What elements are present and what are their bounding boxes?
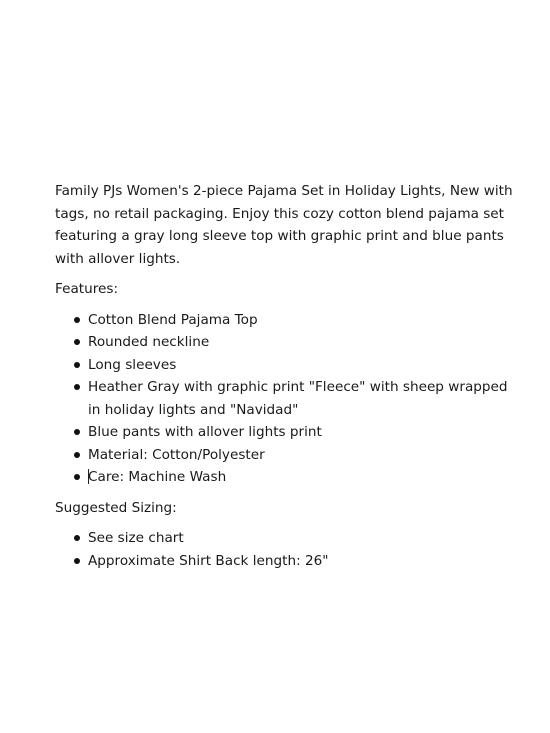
list-item (55, 444, 515, 467)
list-item (55, 421, 515, 444)
list-item-text: Material: Cotton/Polyester (88, 446, 265, 463)
list-item (55, 466, 515, 489)
list-item-text: Cotton Blend Pajama Top (88, 311, 258, 328)
bullet-icon (74, 429, 80, 435)
bullet-icon (74, 384, 80, 390)
features-heading: Features: (55, 281, 119, 297)
bullet-icon (74, 474, 80, 480)
list-item-text: See size chart (88, 530, 184, 546)
list-item-text: Rounded neckline (88, 334, 210, 350)
list-item (55, 331, 515, 354)
list-item (55, 376, 515, 421)
list-item (55, 354, 515, 377)
bullet-icon (74, 535, 80, 541)
list-item-text: Blue pants with allover lights print (88, 424, 322, 440)
list-item (55, 309, 515, 332)
document-page[interactable] (55, 180, 515, 580)
bullet-icon (74, 317, 80, 323)
list-item-text: Approximate Shirt Back length: 26" (88, 552, 329, 569)
sizing-list (55, 527, 515, 572)
intro-paragraph: Family PJs Women's 2-piece Pajama Set in Holiday Lights, New with tags, no retail packaging. Enjoy this cozy cotton blend pajama set featuring a gray long sleeve top with graphic print and blue pants with allover lights. (55, 183, 513, 267)
list-item-text: Long sleeves (88, 356, 177, 373)
list-item-text: Heather Gray with graphic print "Fleece" with sheep wrapped in holiday lights and "Navidad" (88, 379, 508, 418)
list-item (55, 550, 515, 573)
sizing-heading: Suggested Sizing: (55, 499, 177, 516)
list-item (55, 527, 515, 550)
list-item-text: Care: Machine Wash (88, 469, 227, 485)
bullet-icon (74, 452, 80, 458)
bullet-icon (74, 339, 80, 345)
bullet-icon (74, 362, 80, 368)
bullet-icon (74, 558, 80, 564)
features-list (55, 309, 515, 489)
